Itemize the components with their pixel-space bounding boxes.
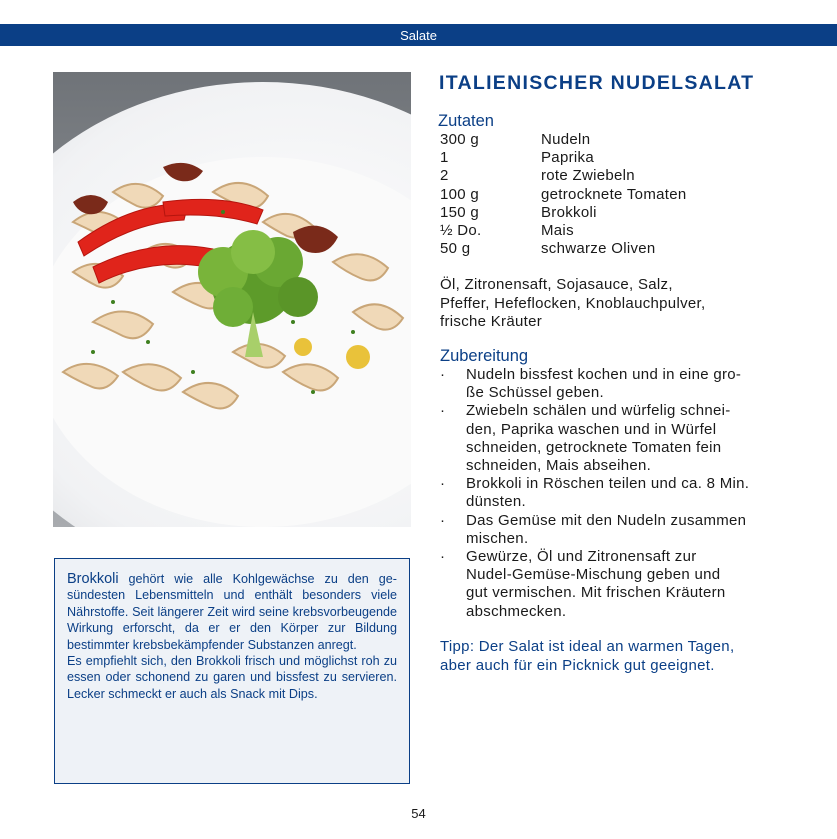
page-number: 54 xyxy=(411,806,426,821)
step-line: Das Gemüse mit den Nudeln zusammen xyxy=(466,511,747,529)
ingredient-row xyxy=(440,240,800,258)
preparation-step xyxy=(440,402,800,475)
step-line: Nudeln bissfest kochen und in eine gro- xyxy=(466,366,742,383)
ingredient-name: rote Zwiebeln xyxy=(541,167,635,185)
bullet-icon: · xyxy=(440,548,446,566)
step-line: schneiden, getrocknete Tomaten fein xyxy=(466,438,722,456)
step-line: mischen. xyxy=(466,529,529,547)
spices-line: Öl, Zitronensaft, Sojasauce, Salz, xyxy=(440,276,673,293)
preparation-step xyxy=(440,366,800,402)
ingredient-quantity: 100 g xyxy=(440,185,480,203)
spices-line: Pfeffer, Hefeflocken, Knoblauchpulver, xyxy=(440,294,706,312)
ingredient-row xyxy=(440,222,800,240)
step-text xyxy=(466,475,800,511)
step-text xyxy=(466,548,800,621)
bullet-icon: · xyxy=(440,402,446,420)
pasta-salad-image xyxy=(53,72,411,527)
step-text xyxy=(466,512,800,548)
bullet-icon: · xyxy=(440,511,446,529)
ingredient-quantity: 300 g xyxy=(440,131,480,148)
bullet-icon: · xyxy=(440,475,446,493)
ingredient-row xyxy=(440,149,800,167)
preparation-step xyxy=(440,548,800,621)
tip-line: Tipp: Der Salat ist ideal an warmen Tagen, xyxy=(440,638,735,655)
ingredients-heading: Zutaten xyxy=(438,112,494,130)
ingredient-name: Paprika xyxy=(541,149,594,167)
ingredient-name: getrocknete Tomaten xyxy=(541,185,687,203)
ingredient-quantity: 150 g xyxy=(440,203,480,221)
ingredient-quantity: 1 xyxy=(440,149,449,167)
recipe-title: ITALIENISCHER NUDELSALAT xyxy=(439,72,755,94)
recipe-tip xyxy=(440,638,820,675)
preparation-heading: Zubereitung xyxy=(440,347,529,365)
spices-line: frische Kräuter xyxy=(440,313,543,331)
ingredient-name: schwarze Oliven xyxy=(541,240,656,258)
step-line: gut vermischen. Mit frischen Kräutern xyxy=(466,584,726,602)
info-paragraph-1 xyxy=(67,571,397,653)
info-keyword: Brokkoli xyxy=(67,571,119,587)
step-line: Nudel-Gemüse-Mischung geben und xyxy=(466,566,721,584)
ingredient-row xyxy=(440,167,800,185)
step-line: Brokkoli in Röschen teilen und ca. 8 Min. xyxy=(466,475,750,493)
step-line: Gewürze, Öl und Zitronensaft zur xyxy=(466,548,697,566)
ingredients-list xyxy=(440,131,800,258)
ingredient-quantity: 50 g xyxy=(440,240,471,258)
ingredient-row xyxy=(440,131,800,149)
ingredient-name: Brokkoli xyxy=(541,203,597,221)
preparation-step xyxy=(440,512,800,548)
step-line: ße Schüssel geben. xyxy=(466,384,604,402)
recipe-photo xyxy=(53,72,411,527)
tip-line: aber auch für ein Picknick gut geeignet. xyxy=(440,656,715,674)
ingredient-name: Mais xyxy=(541,222,574,240)
brokkoli-info-box xyxy=(54,558,410,784)
preparation-steps xyxy=(440,366,800,621)
info-paragraph-2: Es empfiehlt sich, den Brokkoli frisch und möglichst roh zu essen oder schonend zu garen und bissfest zu servieren. Lecker schmeckt er auch als Snack mit Dips. xyxy=(67,654,397,701)
ingredient-row xyxy=(440,186,800,204)
spices-text xyxy=(440,276,810,332)
step-line: Zwiebeln schälen und würfelig schnei- xyxy=(466,402,731,420)
ingredient-name: Nudeln xyxy=(541,131,591,148)
ingredient-row xyxy=(440,204,800,222)
preparation-step xyxy=(440,475,800,511)
step-text xyxy=(466,366,800,402)
step-text xyxy=(466,402,800,475)
section-header-band xyxy=(0,24,837,46)
step-line: dünsten. xyxy=(466,493,526,511)
step-line: schneiden, Mais abseihen. xyxy=(466,457,652,475)
info-text-1: gehört wie alle Kohlgewächse zu den gesündesten Lebensmitteln und enthält besonders viele Nährstoffe. Seit längerer Zeit wird seine krebsvorbeugende Wirkung erforscht, da er er den Körper zur Bildung bestimmter krebsbekämpfender Substanzen anregt. xyxy=(67,572,397,652)
section-title: Salate xyxy=(400,27,437,43)
step-line: den, Paprika waschen und in Würfel xyxy=(466,420,717,438)
ingredient-quantity: 2 xyxy=(440,167,449,185)
ingredient-quantity: ½ Do. xyxy=(440,222,482,240)
bullet-icon: · xyxy=(440,366,446,383)
step-line: abschmecken. xyxy=(466,602,567,620)
